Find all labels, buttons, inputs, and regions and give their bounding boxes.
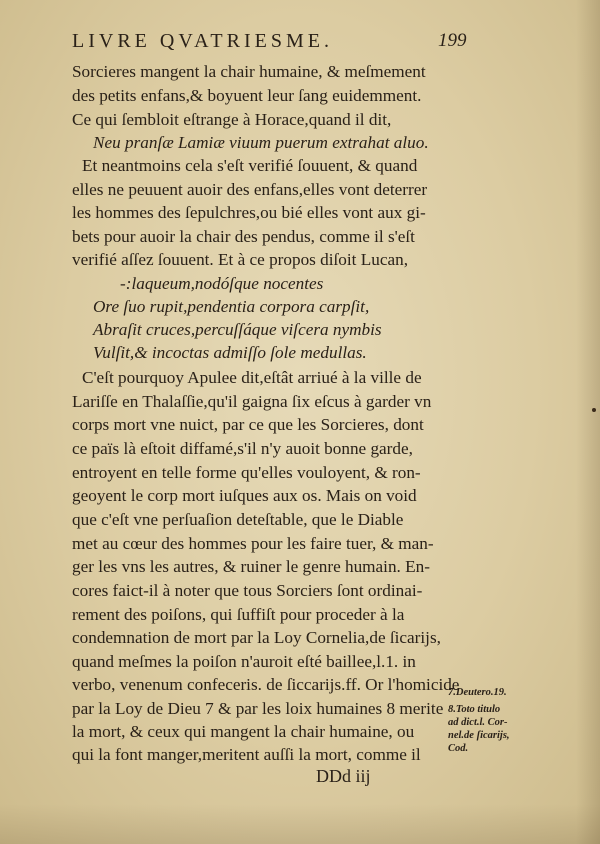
running-head: LIVRE QVATRIESME. <box>72 30 333 52</box>
text-line: Et neantmoins cela s'eſt verifié ſouuent, & quand <box>82 156 418 175</box>
text-line: met au cœur des hommes pour les faire tuer, & man- <box>72 534 434 553</box>
margin-note: 7.Deutero.19. <box>448 687 507 698</box>
margin-note: nel.de ſicarijs, <box>448 730 510 741</box>
page-bottom-shadow <box>0 804 600 844</box>
latin-quote-line: Neu pranſæ Lamiæ viuum puerum extrahat aluo. <box>93 133 429 152</box>
text-line: bets pour auoir la chair des pendus, comme il s'eſt <box>72 227 415 246</box>
text-line: Lariſſe en Thalaſſie,qu'il gaigna ſix eſcus à garder vn <box>72 392 432 411</box>
text-line: ce païs là eſtoit diffamé,s'il n'y auoit bonne garde, <box>72 439 413 458</box>
text-line: elles ne peuuent auoir des enfans,elles vont deterrer <box>72 180 428 199</box>
text-line: ger les vns les autres, & ruiner le genre humain. En- <box>72 557 430 576</box>
text-line: la mort, & ceux qui mangent la chair humaine, ou <box>72 722 415 741</box>
signature-mark: DDd iij <box>316 766 371 786</box>
latin-quote-line: Ore ſuo rupit,pendentia corpora carpſit, <box>93 297 370 316</box>
text-line: verbo, venenum confeceris. de ſiccarijs.ff. Or l'homicide <box>72 675 460 694</box>
text-line: des petits enfans,& boyuent leur ſang euidemment. <box>72 86 422 105</box>
text-line: entroyent en telle forme qu'elles vouloyent, & ron- <box>72 463 421 482</box>
latin-quote-line: -:laqueum,nodóſque nocentes <box>120 274 324 293</box>
page-number: 199 <box>438 30 467 51</box>
latin-quote-line: Abraſit cruces,percuſſáque viſcera nymbis <box>93 320 382 339</box>
text-line: que c'eſt vne perſuaſion deteſtable, que le Diable <box>72 510 404 529</box>
text-line: condemnation de mort par la Loy Cornelia,de ſicarijs, <box>72 628 441 647</box>
page-edge-shadow <box>576 0 600 844</box>
text-line: par la Loy de Dieu 7 & par les loix humaines 8 merite <box>72 699 444 718</box>
text-line: Ce qui ſembloit eſtrange à Horace,quand il dit, <box>72 110 392 129</box>
latin-quote-line: Vulſit,& incoctas admiſſo ſole medullas. <box>93 343 367 362</box>
margin-note: ad dict.l. Cor- <box>448 717 508 728</box>
text-line: C'eſt pourquoy Apulee dit,eſtât arriué à la ville de <box>82 368 422 387</box>
text-line: verifié aſſez ſouuent. Et à ce propos diſoit Lucan, <box>72 250 408 269</box>
text-line: les hommes des ſepulchres,ou bié elles vont aux gi- <box>72 203 426 222</box>
ink-speck <box>592 408 596 412</box>
margin-note: Cod. <box>448 743 469 754</box>
text-line: qui la font manger,meritent auſſi la mort, comme il <box>72 745 421 764</box>
text-line: cores faict-il à noter que tous Sorciers ſont ordinai- <box>72 581 423 600</box>
text-line: corps mort vne nuict, par ce que les Sorcieres, dont <box>72 415 424 434</box>
text-line: rement des poiſons, qui ſuffiſt pour proceder à la <box>72 605 405 624</box>
text-line: geoyent le corp mort iuſques aux os. Mais on void <box>72 486 417 505</box>
text-line: Sorcieres mangent la chair humaine, & meſmement <box>72 62 426 81</box>
margin-note: 8.Toto titulo <box>448 704 501 715</box>
text-line: quand meſmes la poiſon n'auroit eſté baillee,l.1. in <box>72 652 416 671</box>
